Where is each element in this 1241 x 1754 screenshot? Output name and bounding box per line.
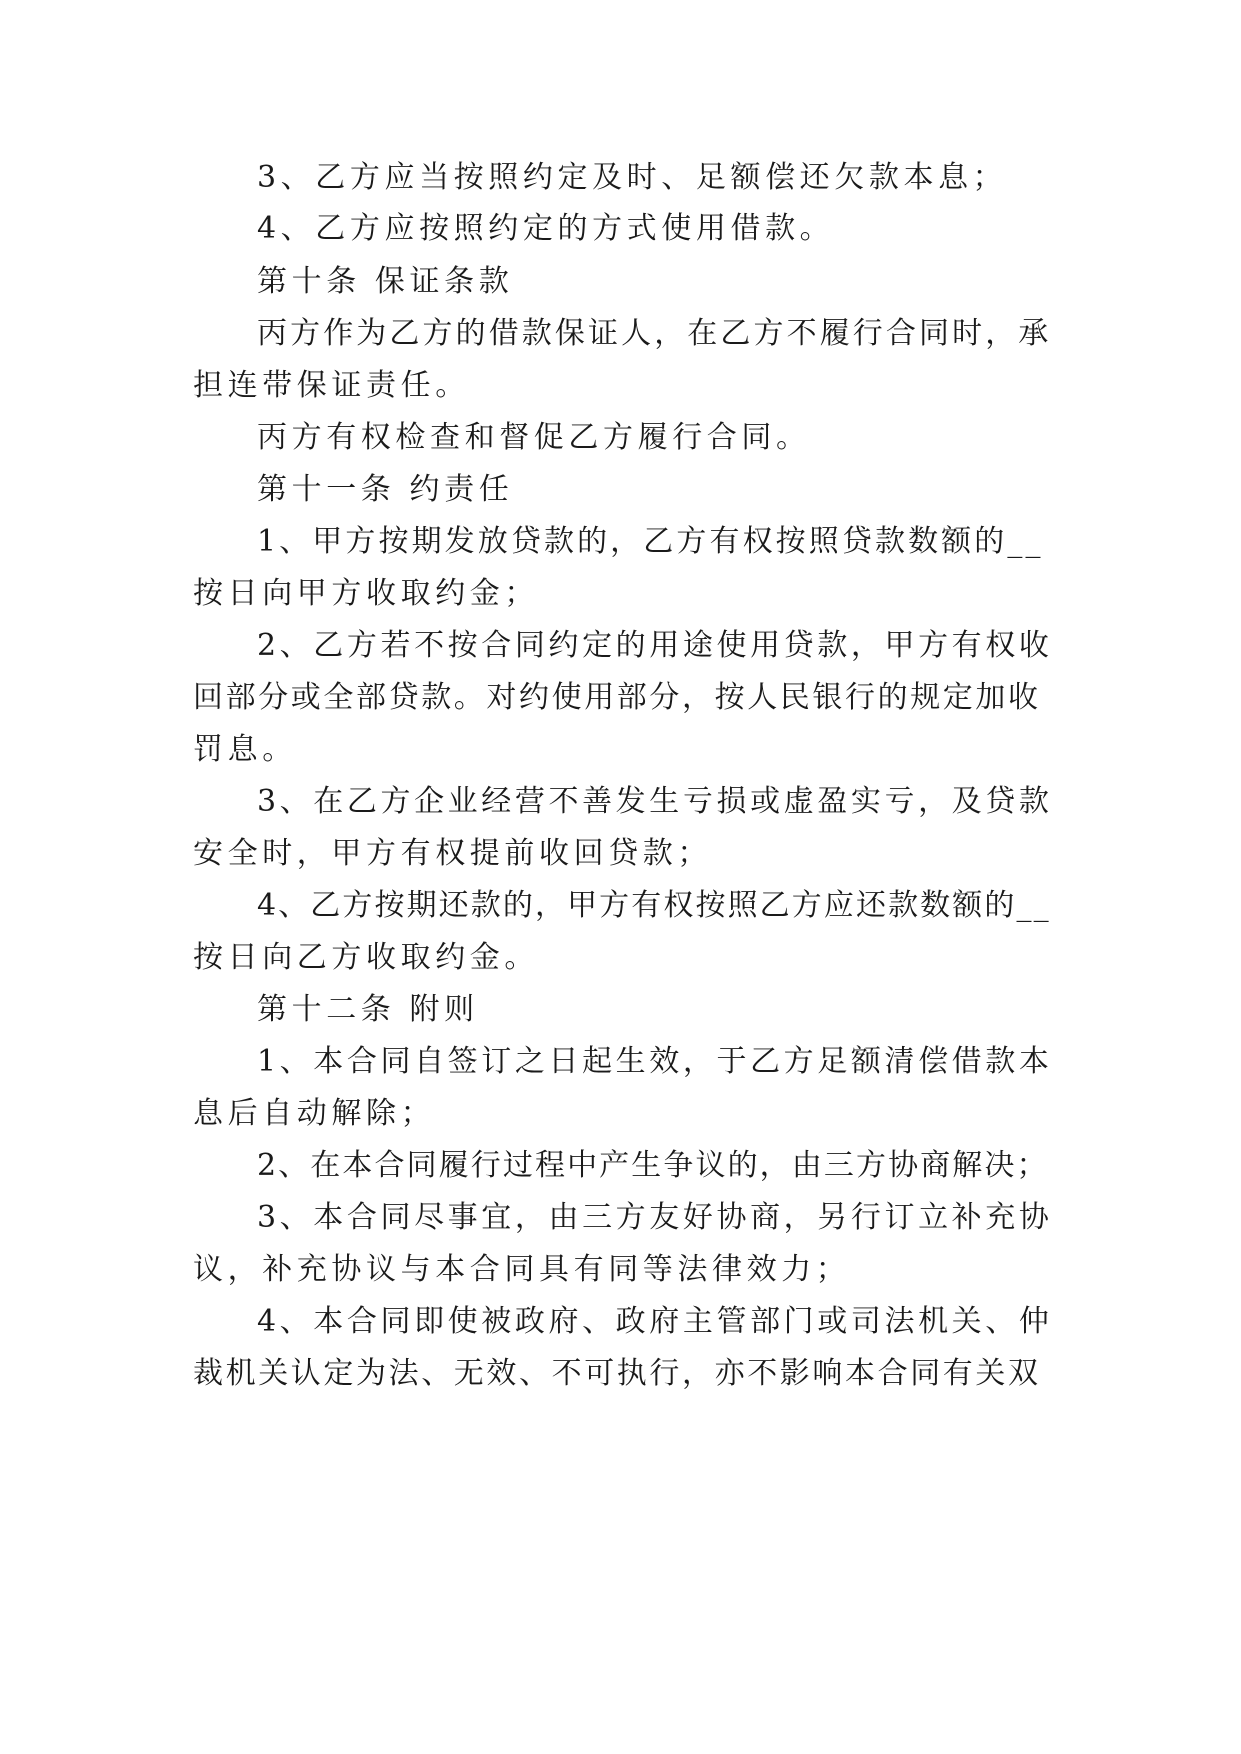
text-line: 担连带保证责任。 <box>193 368 470 403</box>
text-line: 罚息。 <box>193 732 297 767</box>
text-line: 1、本合同自签订之日起生效，于乙方足额清偿借款本 <box>257 1044 1053 1079</box>
text-line: 按日向甲方收取约金； <box>193 576 539 611</box>
section-heading: 第十条 保证条款 <box>257 264 514 299</box>
section-heading: 第十一条 约责任 <box>257 472 514 507</box>
text-line: 4、本合同即使被政府、政府主管部门或司法机关、仲 <box>257 1304 1053 1339</box>
text-line: 安全时，甲方有权提前收回贷款； <box>193 836 712 871</box>
text-line: 丙方有权检查和督促乙方履行合同。 <box>257 420 811 455</box>
text-line: 2、在本合同履行过程中产生争议的，由三方协商解决； <box>257 1148 1049 1183</box>
text-line: 3、本合同尽事宜，由三方友好协商，另行订立补充协 <box>257 1200 1053 1235</box>
text-line: 议，补充协议与本合同具有同等法律效力； <box>193 1252 851 1287</box>
text-line: 回部分或全部贷款。对约使用部分，按人民银行的规定加收 <box>193 680 1041 715</box>
text-line: 4、乙方按期还款的，甲方有权按照乙方应还款数额的__ <box>257 888 1051 923</box>
text-line: 息后自动解除； <box>193 1096 436 1131</box>
text-line: 丙方作为乙方的借款保证人，在乙方不履行合同时，承 <box>257 316 1052 351</box>
text-line: 4、乙方应按照约定的方式使用借款。 <box>257 211 835 246</box>
section-heading: 第十二条 附则 <box>257 992 479 1027</box>
text-line: 2、乙方若不按合同约定的用途使用贷款，甲方有权收 <box>257 628 1053 663</box>
text-line: 裁机关认定为法、无效、不可执行，亦不影响本合同有关双 <box>193 1356 1041 1391</box>
text-line: 按日向乙方收取约金。 <box>193 940 539 975</box>
text-line: 3、在乙方企业经营不善发生亏损或虚盈实亏，及贷款 <box>257 784 1053 819</box>
text-line: 3、乙方应当按照约定及时、足额偿还欠款本息； <box>257 160 1008 195</box>
text-line: 1、甲方按期发放贷款的，乙方有权按照贷款数额的__ <box>257 524 1044 559</box>
